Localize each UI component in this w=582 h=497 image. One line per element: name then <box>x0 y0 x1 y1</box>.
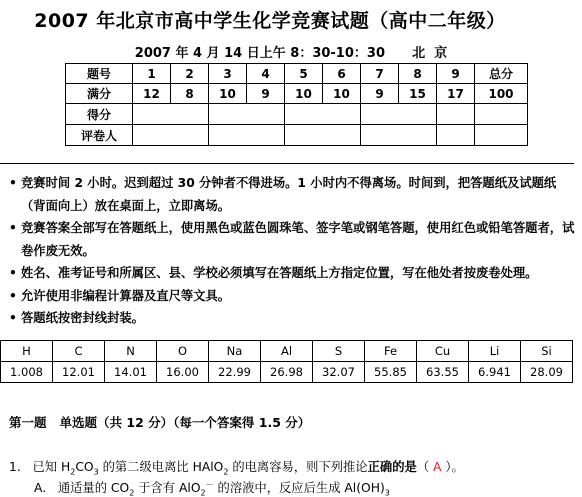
divider-top <box>0 163 574 164</box>
question-text: 已知 H <box>32 460 71 474</box>
score-cell <box>361 104 437 125</box>
full-marks-value: 10 <box>285 84 323 104</box>
element-symbol: N <box>105 341 157 362</box>
notice-item <box>9 285 575 308</box>
grader-cell <box>361 125 437 146</box>
question-number: 1. <box>9 460 21 474</box>
element-symbol: O <box>157 341 209 362</box>
question-number: 1 <box>133 64 171 84</box>
element-symbol: Si <box>521 341 573 362</box>
element-symbols-row <box>1 341 573 362</box>
question-number: 5 <box>285 64 323 84</box>
label-full-marks: 满分 <box>66 84 133 104</box>
question-number: 7 <box>361 64 399 84</box>
notice-item <box>9 262 575 285</box>
exam-notices <box>9 172 575 330</box>
notice-item <box>9 217 575 262</box>
atomic-mass-row <box>1 362 573 383</box>
page-title: 2007 年北京市高中学生化学竞赛试题（高中二年级） <box>34 10 506 32</box>
grader-cell <box>209 125 285 146</box>
score-cell <box>133 104 209 125</box>
section-heading: 第一题 单选题（共 12 分）（每一个答案得 1.5 分） <box>9 415 311 430</box>
notice-text: 允许使用非编程计算器及直尺等文具。 <box>21 288 231 303</box>
full-marks-value: 17 <box>437 84 475 104</box>
question-1 <box>9 457 464 475</box>
exam-date-location: 2007 年 4 月 14 日上午 8：30-10：30 北 京 <box>134 46 448 61</box>
bullet-icon: • <box>9 311 17 325</box>
bullet-icon: • <box>9 221 17 235</box>
option-a <box>34 478 390 496</box>
grader-cell <box>285 125 361 146</box>
grader-cell <box>437 125 475 146</box>
atomic-mass: 6.941 <box>469 362 521 383</box>
atomic-mass: 55.85 <box>365 362 417 383</box>
subscript: 2 <box>70 467 76 477</box>
element-symbol: Fe <box>365 341 417 362</box>
full-marks-value: 10 <box>209 84 247 104</box>
subscript: 2 <box>200 488 206 497</box>
notice-text: 竞赛答案全部写在答题纸上，使用黑色或蓝色圆珠笔、签字笔或钢笔答题，使用红色或铅笔答题者，试卷作废无效。 <box>21 221 575 258</box>
score-table-row-numbers <box>66 64 528 84</box>
subscript: 2 <box>129 488 135 497</box>
bullet-icon: • <box>9 176 17 190</box>
element-symbol: S <box>313 341 365 362</box>
full-marks-value: 15 <box>399 84 437 104</box>
option-text: A. 通适量的 CO <box>34 481 130 495</box>
option-text: 于含有 AlO <box>134 481 201 495</box>
total-marks-value: 100 <box>475 84 528 104</box>
question-text: CO <box>75 460 94 474</box>
question-number: 8 <box>399 64 437 84</box>
element-symbol: Al <box>261 341 313 362</box>
score-cell <box>209 104 285 125</box>
atomic-mass: 1.008 <box>1 362 53 383</box>
superscript: － <box>205 479 214 489</box>
question-number: 9 <box>437 64 475 84</box>
label-grader: 评卷人 <box>66 125 133 146</box>
full-marks-value: 12 <box>133 84 171 104</box>
atomic-mass: 28.09 <box>521 362 573 383</box>
full-marks-value: 9 <box>361 84 399 104</box>
full-marks-value: 9 <box>247 84 285 104</box>
notice-item <box>9 307 575 330</box>
subscript: 3 <box>384 488 390 497</box>
score-table-row-points <box>66 84 528 104</box>
answer-mark: A <box>433 460 442 474</box>
label-score: 得分 <box>66 104 133 125</box>
full-marks-value: 8 <box>171 84 209 104</box>
notice-item <box>9 172 575 217</box>
atomic-mass: 22.99 <box>209 362 261 383</box>
element-symbol: Cu <box>417 341 469 362</box>
subscript: 3 <box>93 467 99 477</box>
option-text: 的溶液中，反应后生成 Al(OH) <box>213 481 385 495</box>
label-question-number: 题号 <box>66 64 133 84</box>
notice-text: 姓名、准考证号和所属区、县、学校必须填写在答题纸上方指定位置，写在他处者按废卷处理。 <box>21 266 538 280</box>
score-cell <box>285 104 361 125</box>
atomic-mass-table <box>0 340 573 383</box>
atomic-mass: 14.01 <box>105 362 157 383</box>
atomic-mass: 32.07 <box>313 362 365 383</box>
grader-cell <box>475 125 528 146</box>
atomic-mass: 12.01 <box>53 362 105 383</box>
element-symbol: Li <box>469 341 521 362</box>
atomic-mass: 16.00 <box>157 362 209 383</box>
atomic-mass: 63.55 <box>417 362 469 383</box>
question-number: 2 <box>171 64 209 84</box>
score-cell <box>475 104 528 125</box>
total-label: 总分 <box>475 64 528 84</box>
bullet-icon: • <box>9 288 17 303</box>
notice-text: 答题纸按密封线封装。 <box>21 311 144 325</box>
question-text: 的第二级电离比 HAlO <box>98 460 224 474</box>
score-cell <box>437 104 475 125</box>
question-number: 3 <box>209 64 247 84</box>
score-table-row-score <box>66 104 528 125</box>
element-symbol: C <box>53 341 105 362</box>
atomic-mass: 26.98 <box>261 362 313 383</box>
score-table-row-grader <box>66 125 528 146</box>
question-text: 的电离容易，则下列推论 <box>228 460 368 474</box>
full-marks-value: 10 <box>323 84 361 104</box>
element-symbol: Na <box>209 341 261 362</box>
grader-cell <box>133 125 209 146</box>
answer-paren: （ <box>416 460 434 474</box>
element-symbol: H <box>1 341 53 362</box>
answer-paren: ）。 <box>441 460 464 474</box>
subscript: 2 <box>223 467 229 477</box>
score-table <box>65 63 528 146</box>
question-number: 4 <box>247 64 285 84</box>
notice-text: 竞赛时间 2 小时。迟到超过 30 分钟者不得进场。1 小时内不得离场。时间到，把答题纸及试题纸（背面向上）放在桌面上，立即离场。 <box>21 176 557 213</box>
question-emphasis: 正确的是 <box>367 460 417 474</box>
question-number: 6 <box>323 64 361 84</box>
bullet-icon: • <box>9 266 17 280</box>
